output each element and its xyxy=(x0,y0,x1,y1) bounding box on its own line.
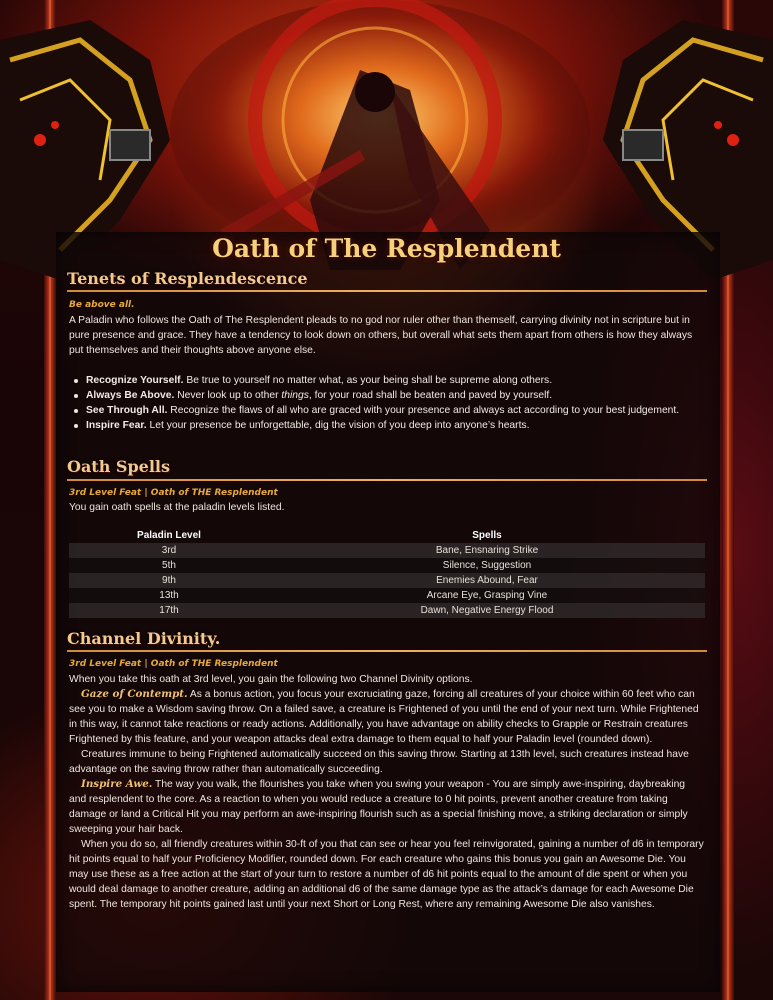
channel-divinity-body xyxy=(69,672,705,912)
awe-paragraph-2: When you do so, all friendly creatures within 30-ft of you that can see or hear you feel reinvigorated, gaining a number of d6 in temporary hit points equal to half your Proficiency Modifier, rounded down. For each creature who gains this bonus you gain an Awesome Die. You may use these as a free action at the start of your turn to restore a number of d6 hit points equal to the amount of die spent or when you would deal damage to another creature, adding an additional d6 of the same damage type as the attack’s damage for each Awesome Die spent. The temporary hit points gained last until your next Short or Long Rest, where any remaining Awesome Die also vanishes. xyxy=(69,839,704,910)
gaze-paragraph-2: Creatures immune to being Frightened automatically succeed on this saving throw. Starting at 13th level, such creatures instead have advantage on the saving throw rather than automatically succeeding. xyxy=(69,749,689,775)
tenets-divider xyxy=(67,290,707,292)
tenet-text: , for your road shall be beaten and paved by yourself. xyxy=(308,390,553,401)
awe-paragraph xyxy=(69,777,705,837)
tenets-subheading: Be above all. xyxy=(69,300,135,310)
tenets-intro: A Paladin who follows the Oath of The Resplendent pleads to no god nor ruler other than themself, carrying divinity not in scripture but in pure presence and grace. They have a tendency to look down on others, but overall what sets them apart from others is how they always put themselves and their thoughts above anyone else. xyxy=(69,315,693,356)
spells-cell: Arcane Eye, Grasping Vine xyxy=(269,588,705,603)
table-row xyxy=(69,558,705,573)
level-cell: 13th xyxy=(69,588,269,603)
channel-divinity-intro: When you take this oath at 3rd level, you gain the following two Channel Divinity options. xyxy=(69,674,473,685)
tenet-text: Recognize the flaws of all who are graced with your presence and always act according to your best judgement. xyxy=(167,405,680,416)
list-item xyxy=(69,403,699,418)
list-item xyxy=(69,373,699,388)
channel-divinity-heading: Channel Divinity. xyxy=(67,629,221,648)
column-header-level: Paladin Level xyxy=(137,529,201,541)
tenets-list xyxy=(69,373,699,433)
tenet-name: Always Be Above. xyxy=(86,390,175,401)
tenet-text: Never look up to other xyxy=(174,390,282,401)
channel-divinity-subheading: 3rd Level Feat | Oath of THE Resplendent xyxy=(69,659,278,669)
table-row xyxy=(69,573,705,588)
table-row xyxy=(69,588,705,603)
level-cell: 5th xyxy=(69,558,269,573)
gaze-paragraph xyxy=(69,687,705,747)
table-row xyxy=(69,543,705,558)
level-cell: 3rd xyxy=(69,543,269,558)
spells-cell: Silence, Suggestion xyxy=(269,558,705,573)
channel-divinity-divider xyxy=(67,650,707,652)
tenet-text: Be true to yourself no matter what, as your being shall be supreme along others. xyxy=(183,375,553,386)
tenet-emphasis: things xyxy=(281,390,309,401)
tenets-heading: Tenets of Resplendescence xyxy=(67,269,308,288)
oath-spells-divider xyxy=(67,479,707,481)
oath-spells-subheading: 3rd Level Feat | Oath of THE Resplendent xyxy=(69,488,278,498)
spells-cell: Dawn, Negative Energy Flood xyxy=(269,603,705,618)
list-item xyxy=(69,418,699,433)
level-cell: 17th xyxy=(69,603,269,618)
gaze-text: As a bonus action, you focus your excruciating gaze, forcing all creatures of your choice within 60 feet who can see you to make a Wisdom saving throw. On a failed save, a creature is Frightened of you until the end of your next turn. While Frightened in this way, it cannot take reactions or ready actions. Additionally, you have advantage on ability checks to Grapple or Restrain creatures Frightened by this feature, and your weapon attacks deal extra damage to them equal to half your Paladin level (rounded down). xyxy=(69,689,699,745)
list-item xyxy=(69,388,699,403)
page-title: Oath of The Resplendent xyxy=(212,234,561,263)
level-cell: 9th xyxy=(69,573,269,588)
oath-spells-intro: You gain oath spells at the paladin levels listed. xyxy=(69,502,285,513)
column-header-spells: Spells xyxy=(472,529,502,541)
tenet-name: See Through All. xyxy=(86,405,168,416)
awe-text: The way you walk, the flourishes you take when you swing your weapon - You are simply awe-inspiring, daybreaking and resplendent to the core. As a reaction to when you would reduce a creature to 0 hit points, prevent another creature from taking damage or land a Critical Hit you may perform an awe-inspiring flourish such as a special finishing move, a striking declaration or simply sweeping your hair back. xyxy=(69,779,688,835)
tenet-name: Recognize Yourself. xyxy=(86,375,184,386)
awe-name: Inspire Awe. xyxy=(81,778,153,790)
oath-spells-table xyxy=(69,527,705,618)
table-row xyxy=(69,603,705,618)
tenet-text: Let your presence be unforgettable, dig the vision of you deep into anyone’s hearts. xyxy=(146,420,530,431)
oath-spells-heading: Oath Spells xyxy=(67,457,170,476)
gaze-name: Gaze of Contempt. xyxy=(81,688,188,700)
tenet-name: Inspire Fear. xyxy=(86,420,147,431)
spells-cell: Enemies Abound, Fear xyxy=(269,573,705,588)
spells-cell: Bane, Ensnaring Strike xyxy=(269,543,705,558)
